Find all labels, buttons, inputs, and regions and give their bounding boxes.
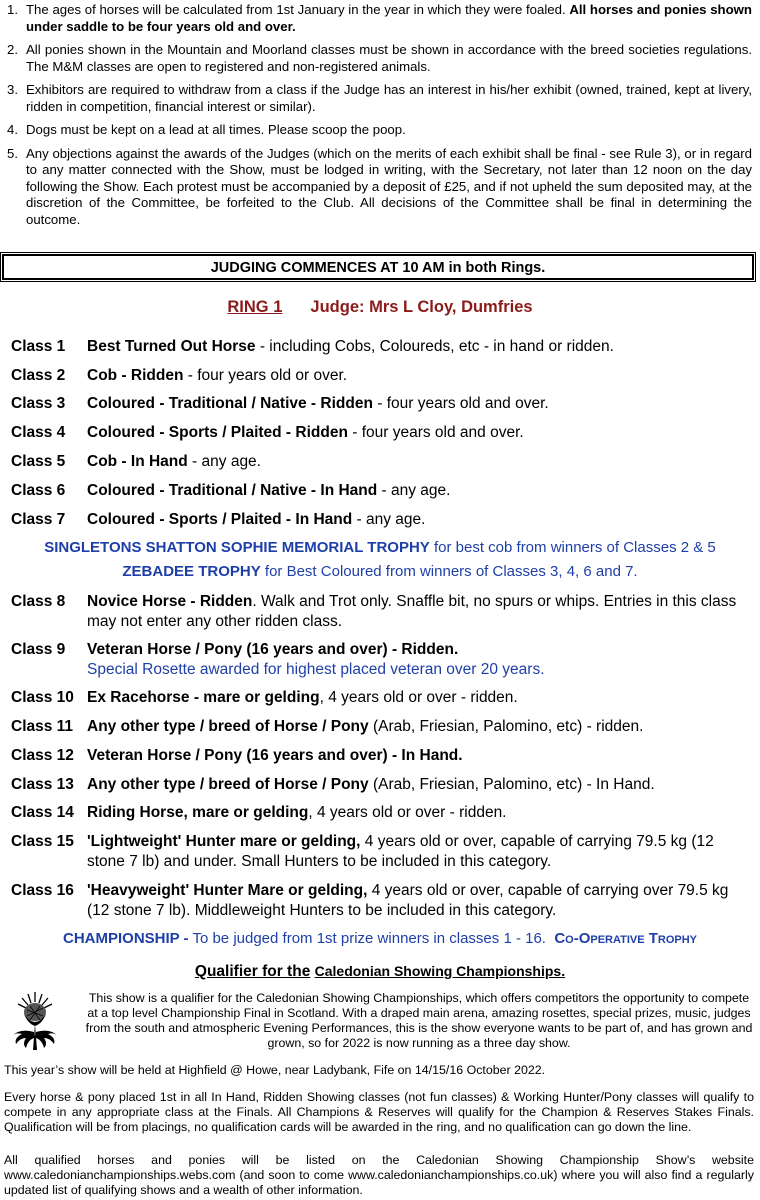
class-number: Class 15	[11, 833, 74, 850]
class-row	[11, 337, 751, 357]
class-detail: - any age.	[377, 482, 451, 499]
ring-label: RING 1	[227, 298, 283, 316]
qualifier-rules: Every horse & pony placed 1st in all In Hand, Ridden Showing classes (not fun classes) & Working Hunter/Pony classes will qualify to compete in any appropriate class at the Finals. All Champions & Reserves will qualify for the Champion & Reserves Stakes Finals. Qualification will be from placings, no qualification cards will be awarded in the ring, and no qualification can go down the line.	[4, 1090, 754, 1134]
qualifier-heading-b: Caledonian Showing Championships.	[314, 963, 566, 979]
class-title: Ex Racehorse - mare or gelding	[87, 689, 320, 706]
thistle-icon	[6, 988, 64, 1056]
class-detail: , 4 years old or over - ridden.	[319, 689, 518, 706]
class-number: Class 7	[11, 511, 66, 528]
rule-item	[0, 146, 752, 229]
championship-line	[0, 930, 760, 947]
class-row	[11, 746, 751, 766]
rule-number: 4.	[7, 122, 18, 137]
class-title: Veteran Horse / Pony (16 years and over) - Ridden.	[87, 641, 459, 658]
qualifier-heading	[0, 963, 760, 981]
rules-list	[0, 2, 752, 235]
rule-item	[0, 82, 752, 115]
class-title: Novice Horse - Ridden	[87, 593, 253, 610]
class-row	[11, 452, 751, 472]
championship-detail: To be judged from 1st prize winners in classes 1 - 16.	[188, 930, 546, 947]
rule-text: Dogs must be kept on a lead at all times. Please scoop the poop.	[26, 122, 406, 137]
ring-judge: Judge: Mrs L Cloy, Dumfries	[310, 298, 533, 316]
class-detail: - four years old or over.	[183, 367, 348, 384]
rule-text: All ponies shown in the Mountain and Moorland classes must be shown in accordance with the breed societies regulations. The M&M classes are open to registered and non-registered animals.	[26, 42, 752, 74]
championship-label: CHAMPIONSHIP -	[62, 930, 189, 947]
judging-banner	[2, 254, 754, 280]
class-detail: - four years old and over.	[347, 424, 524, 441]
class-detail: - four years old and over.	[372, 395, 549, 412]
class-title: 'Lightweight' Hunter mare or gelding,	[87, 833, 361, 850]
class-number: Class 9	[11, 641, 66, 658]
class-detail: - any age.	[352, 511, 426, 528]
class-detail: . Walk and Trot only. Snaffle bit, no spurs or whips. Entries in this class may not enter any other ridden class.	[87, 593, 737, 630]
rule-item	[0, 122, 752, 139]
championship-trophy: Co-Operative Trophy	[554, 930, 698, 947]
class-number: Class 14	[11, 804, 74, 821]
class-row	[11, 481, 751, 501]
class-number: Class 5	[11, 453, 66, 470]
class-title: Best Turned Out Horse	[87, 338, 256, 355]
rule-item	[0, 42, 752, 75]
class-title: Any other type / breed of Horse / Pony	[87, 718, 369, 735]
class-row	[11, 592, 751, 632]
class-title: Cob - In Hand	[87, 453, 188, 470]
class-number: Class 2	[11, 367, 66, 384]
qualifier-heading-a: Qualifier for the	[194, 963, 311, 980]
class-detail: 4 years old or over, capable of carrying 79.5 kg (12 stone 7 lb) and under. Small Hunters to be included in this category.	[87, 833, 714, 870]
class-number: Class 13	[11, 776, 74, 793]
qualifier-website: All qualified horses and ponies will be listed on the Caledonian Showing Championship Show’s website www.caledonianchampionships.webs.com (and soon to come www.caledonianchampionships.co.uk) where you will also find a regularly updated list of qualifying shows and a wealth of other information.	[4, 1153, 754, 1197]
class-title: Coloured - Sports / Plaited - In Hand	[87, 511, 353, 528]
trophy-name: ZEBADEE TROPHY	[122, 563, 261, 580]
class-row	[11, 510, 751, 530]
class-number: Class 10	[11, 689, 74, 706]
class-title: Coloured - Traditional / Native - In Hand	[87, 482, 378, 499]
class-detail: , 4 years old or over - ridden.	[308, 804, 507, 821]
class-detail: - any age.	[187, 453, 261, 470]
rule-number: 2.	[7, 42, 18, 57]
class-title: Coloured - Sports / Plaited - Ridden	[87, 424, 348, 441]
class-title: Cob - Ridden	[87, 367, 184, 384]
class-number: Class 1	[11, 338, 66, 355]
rule-number: 1.	[7, 2, 18, 17]
class-number: Class 8	[11, 593, 66, 610]
class-title: Riding Horse, mare or gelding	[87, 804, 309, 821]
rule-text: Any objections against the awards of the Judges (which on the merits of each exhibit shall be final - see Rule 3), or in regard to any matter connected with the Show, must be lodged in writing, with the Secretary, not later than 12 noon on the day following the Show. Each protest must be accompanied by a deposit of £25, and if not upheld the sum deposited may, at the discretion of the Committee, be forfeited to the Club. All decisions of the Committee shall be final in determining the outcome.	[26, 145, 752, 227]
rule-number: 3.	[7, 82, 18, 97]
rule-bold-text: All horses and ponies shown under saddle to be four years old and over.	[26, 2, 752, 34]
class-detail: 4 years old or over, capable of carrying over 79.5 kg (12 stone 7 lb). Middleweight Hunters to be included in this category.	[87, 882, 729, 919]
class-detail: - including Cobs, Coloureds, etc - in hand or ridden.	[255, 338, 614, 355]
class-row	[11, 803, 751, 823]
class-row	[11, 366, 751, 386]
class-number: Class 4	[11, 424, 66, 441]
class-row	[11, 640, 751, 680]
judging-banner-text: JUDGING COMMENCES AT 10 AM in both Rings.	[210, 260, 546, 276]
class-row	[11, 423, 751, 443]
class-number: Class 12	[11, 747, 74, 764]
class-detail: (Arab, Friesian, Palomino, etc) - In Hand.	[368, 776, 655, 793]
class-title: Coloured - Traditional / Native - Ridden	[87, 395, 373, 412]
class-number: Class 6	[11, 482, 66, 499]
trophy-detail: for Best Coloured from winners of Classes 3, 4, 6 and 7.	[260, 563, 638, 580]
ring-heading	[0, 298, 760, 317]
trophy-name: SINGLETONS SHATTON SOPHIE MEMORIAL TROPHY	[44, 539, 430, 556]
class-row	[11, 881, 751, 921]
class-title: Any other type / breed of Horse / Pony	[87, 776, 369, 793]
trophy-line	[0, 563, 760, 580]
rule-text: Exhibitors are required to withdraw from a class if the Judge has an interest in his/her exhibit (owned, trained, kept at livery, ridden in competition, financial interest or similar).	[26, 82, 752, 114]
class-row	[11, 688, 751, 708]
class-row	[11, 775, 751, 795]
class-row	[11, 832, 751, 872]
class-detail: (Arab, Friesian, Palomino, etc) - ridden.	[368, 718, 644, 735]
rule-item	[0, 2, 752, 35]
trophy-line	[0, 539, 760, 556]
rule-number: 5.	[7, 145, 18, 161]
class-row	[11, 717, 751, 737]
class-title: Veteran Horse / Pony (16 years and over) - In Hand.	[87, 747, 463, 764]
rule-text: The ages of horses will be calculated from 1st January in the year in which they were foaled.	[26, 2, 570, 17]
trophy-detail: for best cob from winners of Classes 2 & 5	[429, 539, 716, 556]
qualifier-venue: This year’s show will be held at Highfield @ Howe, near Ladybank, Fife on 14/15/16 October 2022.	[4, 1063, 546, 1077]
class-note: Special Rosette awarded for highest placed veteran over 20 years.	[87, 661, 545, 678]
qualifier-paragraph: This show is a qualifier for the Caledonian Showing Championships, which offers competitors the opportunity to compete at a top level Championship Final in Scotland. With a draped main arena, amazing rosettes, special prizes, music, judges from the south and atmospheric Evening Performances, this is the show everyone wants to be part of, and has grown and grown, so for 2022 is now running as a three day show.	[85, 991, 753, 1050]
class-number: Class 11	[11, 718, 74, 735]
class-title: 'Heavyweight' Hunter Mare or gelding,	[87, 882, 368, 899]
class-row	[11, 394, 751, 414]
class-number: Class 3	[11, 395, 66, 412]
class-number: Class 16	[11, 882, 74, 899]
